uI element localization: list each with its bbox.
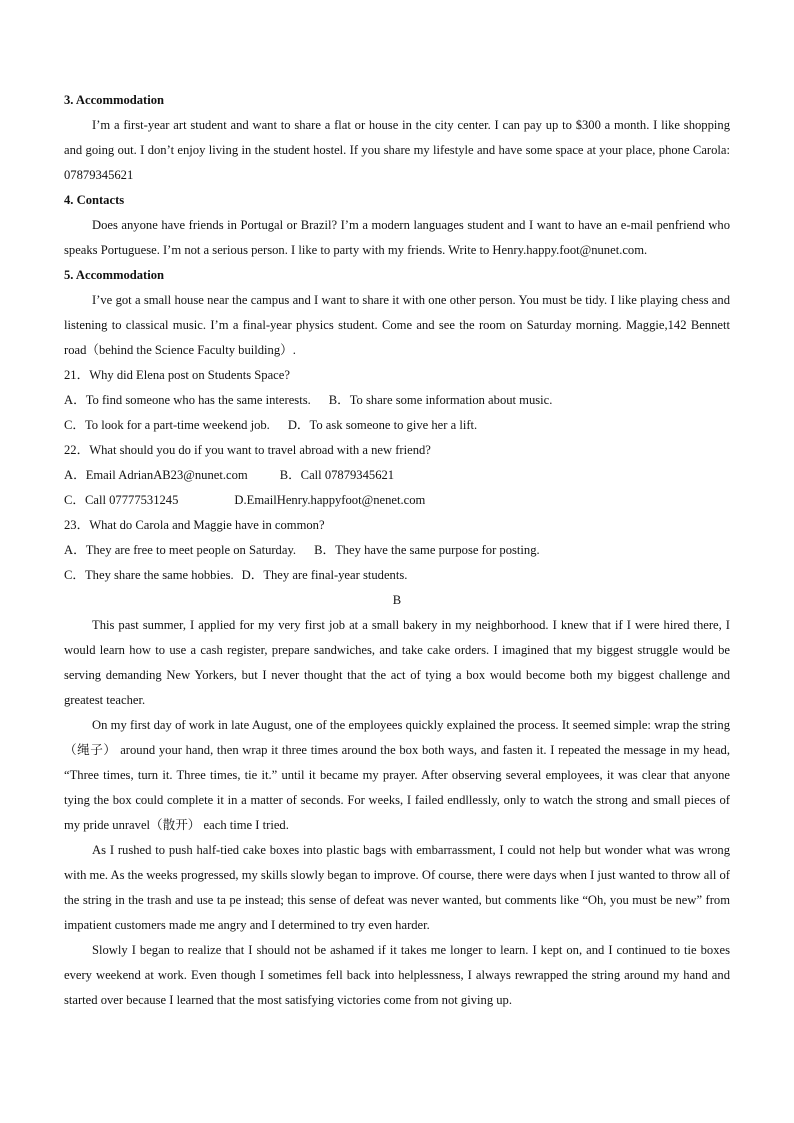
option-line xyxy=(64,463,730,488)
option-d: D.EmailHenry.happyfoot@nenet.com xyxy=(234,493,426,507)
ad-heading: 4. Contacts xyxy=(64,193,125,207)
option-line xyxy=(64,388,730,413)
option-line xyxy=(64,538,730,563)
document-page xyxy=(64,88,730,1013)
passage-b xyxy=(64,613,730,1013)
question-22 xyxy=(64,438,730,513)
ad-3 xyxy=(64,88,730,188)
question-stem: 23．What do Carola and Maggie have in common? xyxy=(64,518,325,532)
question-21 xyxy=(64,363,730,438)
question-stem: 22．What should you do if you want to travel abroad with a new friend? xyxy=(64,443,431,457)
option-d: D．They are final-year students. xyxy=(241,568,408,582)
option-a: A．Email AdrianAB23@nunet.com xyxy=(64,468,248,482)
passage-paragraph: On my first day of work in late August, one of the employees quickly explained the process. It seemed simple: wrap the string（绳子） around your hand, then wrap it three times around the box both ways, and fasten it. I repeated the message in my head, “Three times, turn it. Three times, tie it.” until it became my prayer. After observing several employees, it was clear that anyone tying the box could complete it in a matter of seconds. For weeks, I failed endllessly, only to watch the strong and small pieces of my pride unravel（散开） each time I tried. xyxy=(64,718,730,832)
option-line xyxy=(64,413,730,438)
passage-paragraph: Slowly I began to realize that I should not be ashamed if it takes me longer to learn. I kept on, and I continued to tie boxes every weekend at work. Even though I sometimes fell back into helplessness, I always rewrapped the string around my hand and started over because I learned that the most satisfying victories come from not giving up. xyxy=(64,943,730,1007)
option-a: A．They are free to meet people on Saturday. xyxy=(64,543,297,557)
question-stem: 21．Why did Elena post on Students Space? xyxy=(64,368,290,382)
ad-text: I’ve got a small house near the campus and I want to share it with one other person. You must be tidy. I like playing chess and listening to classical music. I’m a final-year physics student. Come and see the room on Saturday morning. Maggie,142 Bennett road（behind the Science Faculty building）. xyxy=(64,293,730,357)
option-b: B．They have the same purpose for posting. xyxy=(314,543,540,557)
option-c: C．To look for a part-time weekend job. xyxy=(64,418,270,432)
passage-paragraph: As I rushed to push half-tied cake boxes into plastic bags with embarrassment, I could not help but wonder what was wrong with me. As the weeks progressed, my skills slowly began to improve. Of course, there were days when I just wanted to throw all of the string in the trash and use ta pe instead; this sense of defeat was never wanted, but comments like “Oh, you must be new” from impatient customers made me angry and I determined to try even harder. xyxy=(64,843,730,932)
option-a: A．To find someone who has the same interests. xyxy=(64,393,311,407)
option-d: D．To ask someone to give her a lift. xyxy=(287,418,478,432)
passage-paragraph: This past summer, I applied for my very first job at a small bakery in my neighborhood. I knew that if I were hired there, I would learn how to use a cash register, prepare sandwiches, and take cake orders. I imagined that my biggest struggle would be serving demanding New Yorkers, but I never thought that the act of tying a box would become both my biggest challenge and greatest teacher. xyxy=(64,618,730,707)
ad-heading: 3. Accommodation xyxy=(64,93,165,107)
question-23 xyxy=(64,513,730,588)
option-c: C．They share the same hobbies. xyxy=(64,568,234,582)
option-c: C．Call 07777531245 xyxy=(64,493,179,507)
option-line xyxy=(64,563,730,588)
ad-heading: 5. Accommodation xyxy=(64,268,165,282)
option-b: B．Call 07879345621 xyxy=(279,468,395,482)
ad-text: Does anyone have friends in Portugal or Brazil? I’m a modern languages student and I want to have an e-mail penfriend who speaks Portuguese. I’m not a serious person. I like to party with my friends. Write to Henry.happy.foot@nunet.com. xyxy=(64,218,730,257)
option-b: B．To share some information about music. xyxy=(328,393,553,407)
option-line xyxy=(64,488,730,513)
ad-text: I’m a first-year art student and want to share a flat or house in the city center. I can pay up to $300 a month. I like shopping and going out. I don’t enjoy living in the student hostel. If you share my lifestyle and have some space at your place, phone Carola: 07879345621 xyxy=(64,118,730,182)
passage-title: B xyxy=(392,593,402,607)
ad-5 xyxy=(64,263,730,363)
ad-4 xyxy=(64,188,730,263)
